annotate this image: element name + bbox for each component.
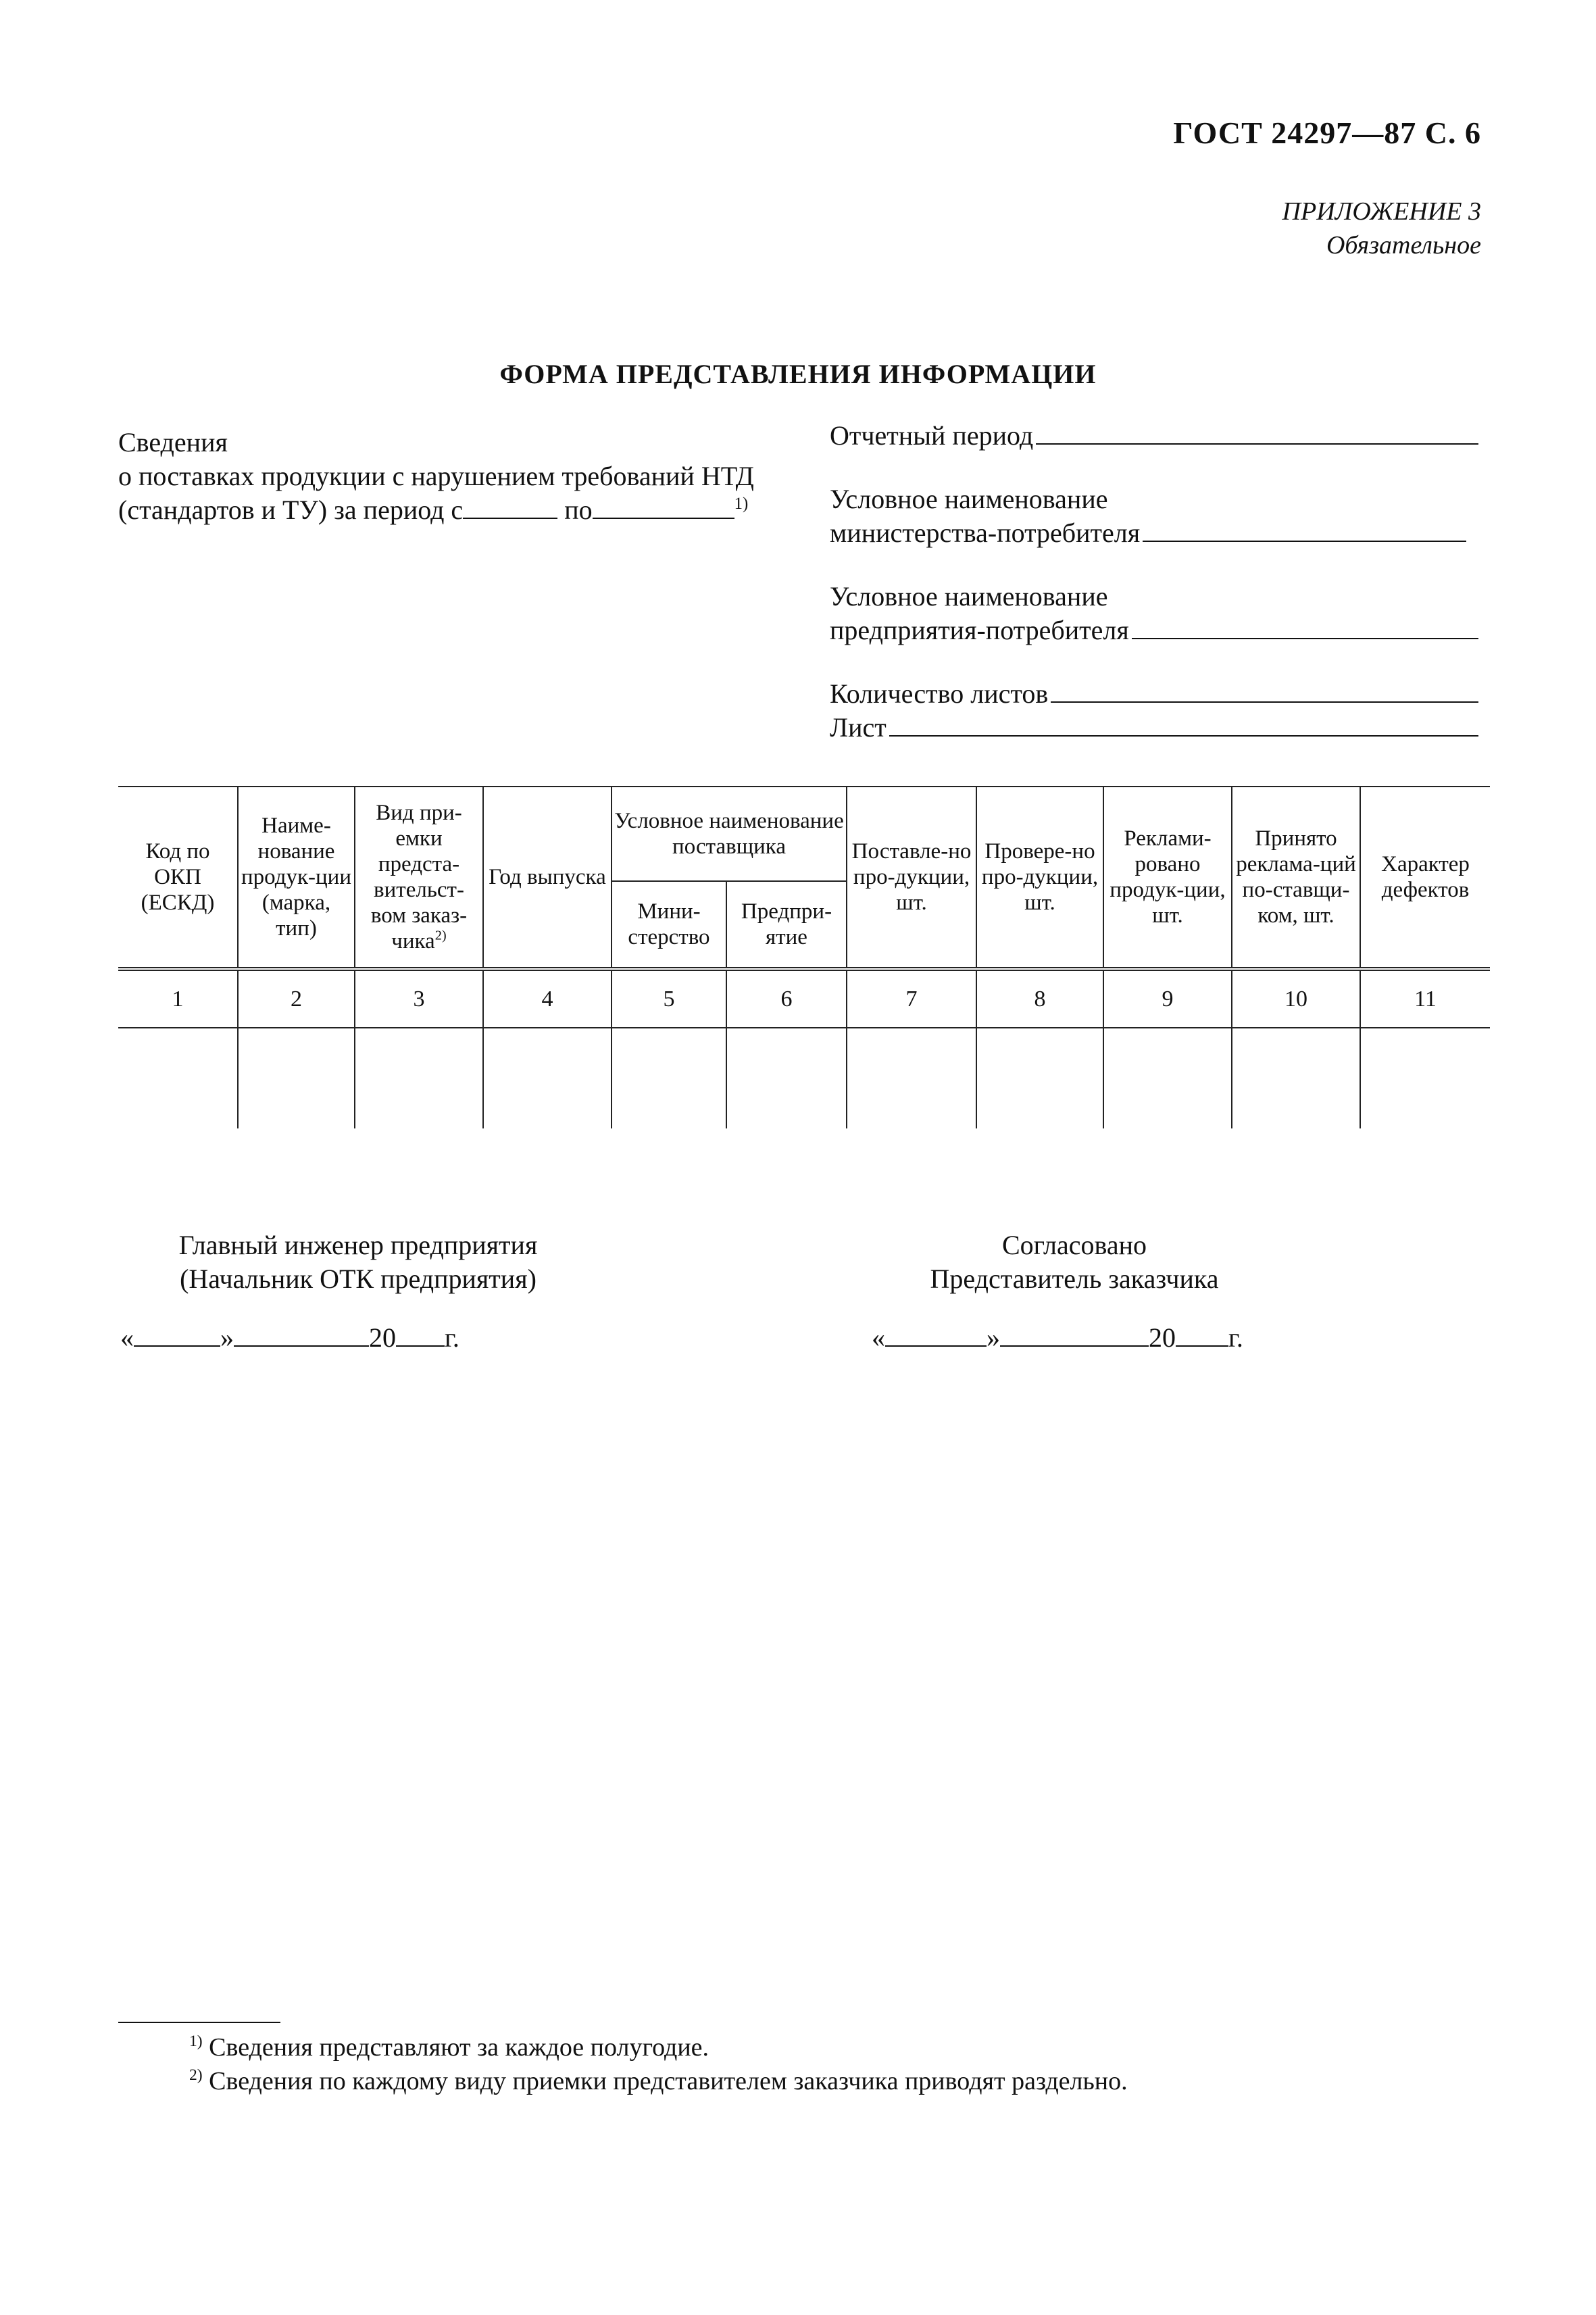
field-ministry-blank[interactable] xyxy=(1143,518,1466,542)
appendix-label: ПРИЛОЖЕНИЕ 3 xyxy=(1282,197,1481,226)
table-data-row xyxy=(118,1028,1490,1128)
table-cell[interactable] xyxy=(726,1028,847,1128)
footnote-2 xyxy=(189,2066,1128,2096)
col-header-accepted-claims: Принято реклама-ций по-ставщи-ком, шт. xyxy=(1232,787,1360,969)
period-from-label: (стандартов и ТУ) за период с xyxy=(118,495,464,525)
field-sheets-count-label: Количество листов xyxy=(830,678,1049,709)
date-year-suffix: г. xyxy=(445,1322,459,1353)
table-cell[interactable] xyxy=(1360,1028,1490,1128)
field-sheet xyxy=(830,711,1478,745)
signature-left-line-1: Главный инженер предприятия xyxy=(178,1230,538,1260)
footnote-1-ref: 1) xyxy=(189,2032,203,2050)
footnote-1-text: Сведения представляют за каждое полугодие. xyxy=(209,2033,709,2062)
intro-line-3 xyxy=(118,493,754,527)
footnote-1 xyxy=(189,2033,709,2062)
col-header-claimed: Реклами-ровано продук-ции, шт. xyxy=(1103,787,1232,969)
col-header-okp-code: Код по ОКП (ЕСКД) xyxy=(118,787,238,969)
date-day-blank[interactable] xyxy=(885,1321,987,1347)
field-ministry-label-1: Условное наименование xyxy=(830,484,1108,514)
intro-block xyxy=(118,426,754,527)
date-year-prefix: 20 xyxy=(369,1322,396,1353)
col-header-enterprise: Предпри-ятие xyxy=(726,881,847,969)
table-cell[interactable] xyxy=(612,1028,726,1128)
field-sheets-count xyxy=(830,677,1478,711)
field-period xyxy=(830,419,1478,453)
col-number: 10 xyxy=(1232,969,1360,1028)
field-enterprise xyxy=(830,614,1478,647)
col-number: 9 xyxy=(1103,969,1232,1028)
date-open-quote: « xyxy=(120,1322,134,1353)
date-year-blank[interactable] xyxy=(1176,1321,1228,1347)
footnote-divider xyxy=(118,2022,280,2023)
field-ministry xyxy=(830,516,1478,550)
table-number-row xyxy=(118,969,1490,1028)
signature-right-line-2: Представитель заказчика xyxy=(930,1264,1219,1294)
col-header-defects: Характер дефектов xyxy=(1360,787,1490,969)
table-cell[interactable] xyxy=(355,1028,483,1128)
col-header-supplier-group: Условное наименование поставщика xyxy=(612,787,847,881)
col-header-delivered: Поставле-но про-дукции, шт. xyxy=(847,787,976,969)
col-number: 11 xyxy=(1360,969,1490,1028)
date-year-prefix: 20 xyxy=(1149,1322,1176,1353)
col-header-acceptance-type xyxy=(355,787,483,969)
intro-line-1: Сведения xyxy=(118,427,228,457)
date-year-suffix: г. xyxy=(1228,1322,1243,1353)
date-close-quote: » xyxy=(220,1322,234,1353)
field-enterprise-label-2: предприятия-потребителя xyxy=(830,615,1129,645)
col-header-acceptance-type-text: Вид при-емки предста-вительст-вом заказ-чика xyxy=(370,801,468,953)
table-cell[interactable] xyxy=(1103,1028,1232,1128)
date-left xyxy=(120,1321,459,1353)
footnote-2-text: Сведения по каждому виду приемки представителем заказчика приводят раздельно. xyxy=(209,2067,1128,2095)
field-period-blank[interactable] xyxy=(1036,420,1478,445)
col-number: 4 xyxy=(483,969,612,1028)
table-cell[interactable] xyxy=(118,1028,238,1128)
footnote-2-ref: 2) xyxy=(189,2066,203,2084)
col-header-ministry: Мини-стерство xyxy=(612,881,726,969)
date-year-blank[interactable] xyxy=(396,1321,445,1347)
date-month-blank[interactable] xyxy=(234,1321,369,1347)
col-number: 1 xyxy=(118,969,238,1028)
table-cell[interactable] xyxy=(1232,1028,1360,1128)
signature-right-line-1: Согласовано xyxy=(1001,1230,1147,1260)
appendix-block xyxy=(1282,195,1481,262)
field-sheet-label: Лист xyxy=(830,712,887,743)
table-cell[interactable] xyxy=(847,1028,976,1128)
date-right xyxy=(872,1321,1243,1353)
form-title: ФОРМА ПРЕДСТАВЛЕНИЯ ИНФОРМАЦИИ xyxy=(499,359,1097,389)
table-header-row xyxy=(118,787,1490,881)
appendix-status: Обязательное xyxy=(1326,231,1481,259)
col-header-checked: Провере-но про-дукции, шт. xyxy=(976,787,1103,969)
table-cell[interactable] xyxy=(238,1028,355,1128)
col-number: 7 xyxy=(847,969,976,1028)
signature-left xyxy=(135,1228,581,1296)
table-cell[interactable] xyxy=(483,1028,612,1128)
footnote-ref-1: 1) xyxy=(734,495,749,514)
period-to-blank[interactable] xyxy=(593,493,734,519)
signature-right xyxy=(865,1228,1284,1296)
period-to-label: по xyxy=(564,495,593,525)
period-from-blank[interactable] xyxy=(463,493,557,519)
col-number: 5 xyxy=(612,969,726,1028)
col-number: 3 xyxy=(355,969,483,1028)
col-number: 8 xyxy=(976,969,1103,1028)
field-sheet-blank[interactable] xyxy=(889,712,1478,737)
col-number: 6 xyxy=(726,969,847,1028)
date-open-quote: « xyxy=(872,1322,885,1353)
col-header-product-name: Наиме-нование продук-ции (марка, тип) xyxy=(238,787,355,969)
signature-left-line-2: (Начальник ОТК предприятия) xyxy=(180,1264,537,1294)
information-form-table xyxy=(118,786,1490,1128)
date-month-blank[interactable] xyxy=(1000,1321,1149,1347)
field-enterprise-label-1: Условное наименование xyxy=(830,581,1108,612)
field-sheets-count-blank[interactable] xyxy=(1051,678,1478,703)
date-close-quote: » xyxy=(987,1322,1000,1353)
report-fields xyxy=(830,419,1478,745)
intro-line-2: о поставках продукции с нарушением требований НТД xyxy=(118,461,754,491)
table-cell[interactable] xyxy=(976,1028,1103,1128)
date-day-blank[interactable] xyxy=(134,1321,220,1347)
standard-page-header: ГОСТ 24297—87 С. 6 xyxy=(1173,116,1481,150)
field-enterprise-blank[interactable] xyxy=(1132,615,1478,639)
field-period-label: Отчетный период xyxy=(830,420,1034,451)
col-header-year: Год выпуска xyxy=(483,787,612,969)
field-ministry-label-2: министерства-потребителя xyxy=(830,518,1141,548)
footnote-ref-2: 2) xyxy=(434,928,447,943)
col-number: 2 xyxy=(238,969,355,1028)
